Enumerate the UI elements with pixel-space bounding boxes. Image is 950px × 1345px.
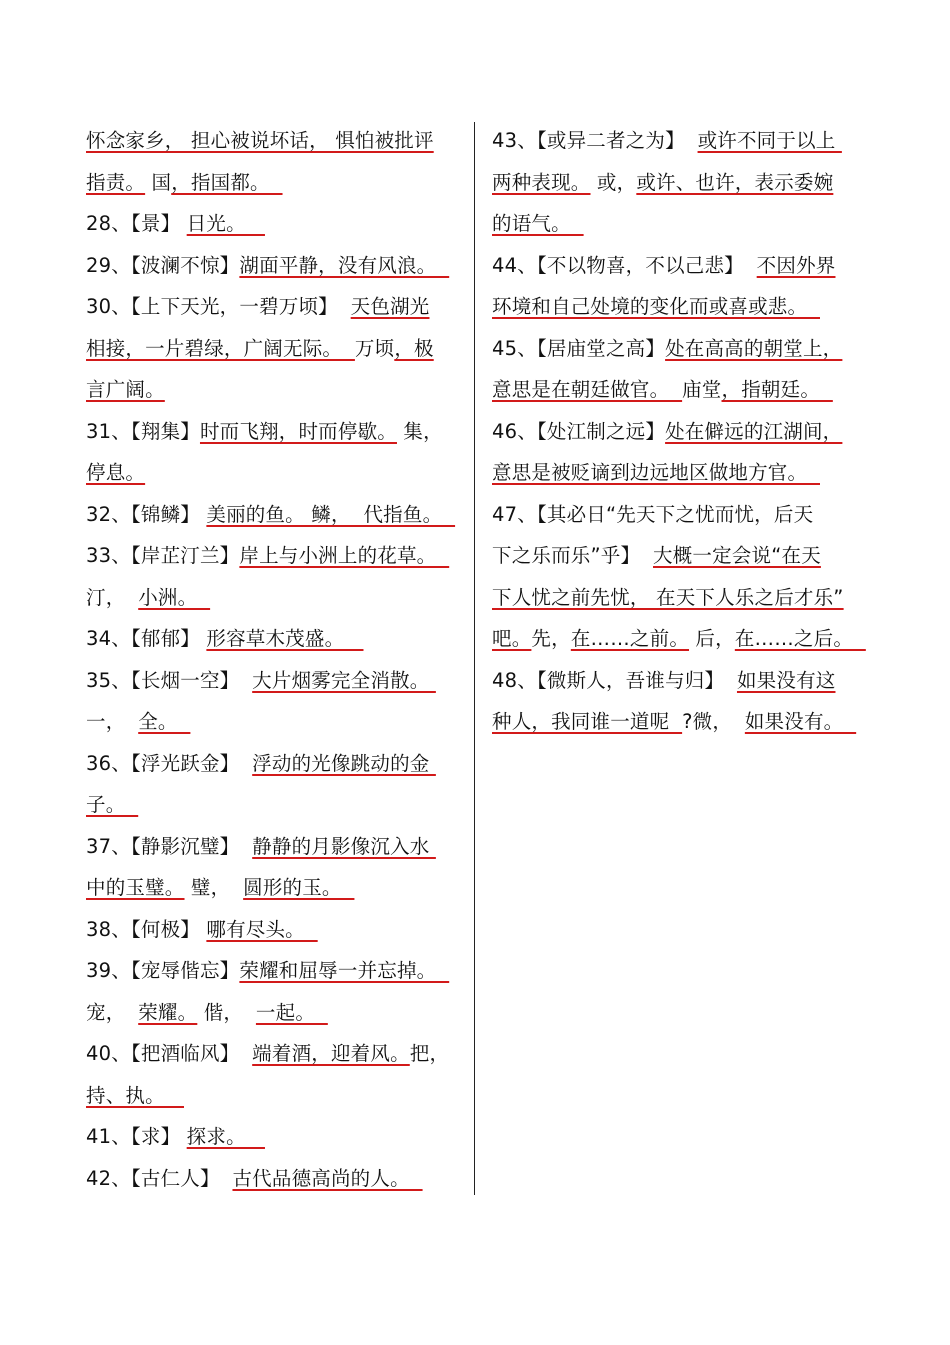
right-column — [492, 120, 872, 743]
text-line — [492, 286, 872, 328]
plain-text: 44、【不以物喜，不以己悲】 — [492, 253, 757, 277]
text-line — [86, 660, 460, 702]
underlined-text: 或许不同于以上 — [697, 129, 842, 152]
text-line — [492, 328, 872, 370]
text-line — [86, 867, 460, 909]
underlined-text: 持、执。 — [86, 1083, 184, 1107]
underlined-text: 湖面平静，没有风浪。 — [239, 253, 450, 277]
text-line — [492, 245, 872, 287]
text-line — [492, 411, 872, 453]
underlined-text: 在……之前。 — [570, 627, 690, 650]
plain-text: 28、【景】 — [86, 212, 187, 235]
plain-text: 先， — [531, 627, 571, 650]
plain-text: 38、【何极】 — [86, 917, 207, 941]
plain-text: 41、【求】 — [86, 1125, 187, 1148]
plain-text: 47、【其必日“先天下之忧而忧，后天 — [492, 502, 814, 526]
plain-text: 把， — [409, 1042, 450, 1065]
text-line — [492, 203, 872, 245]
plain-text: 璧， — [184, 876, 244, 899]
underlined-text: 中的玉璧。 — [86, 876, 185, 899]
underlined-text: 形容草木茂盛。 — [206, 627, 364, 650]
underlined-text: 时而飞翔，时而停歇。 — [199, 419, 397, 443]
underlined-text: ，指朝廷。 — [721, 378, 833, 401]
underlined-text: 处在僻远的江湖间， — [665, 419, 843, 443]
text-line — [492, 701, 872, 743]
text-line — [86, 1116, 460, 1158]
underlined-text: 环境和自己处境的变化而或喜或悲。 — [492, 295, 820, 318]
underlined-text: 日光。 — [186, 212, 265, 235]
text-line — [492, 494, 872, 536]
plain-text: 29、【波澜不惊】 — [86, 253, 240, 277]
text-line — [86, 784, 460, 826]
text-line — [86, 411, 460, 453]
text-line — [86, 1075, 460, 1117]
text-line — [86, 701, 460, 743]
underlined-text: 言广阔。 — [86, 378, 165, 401]
underlined-text: 停息。 — [86, 461, 146, 484]
underlined-text: 不因外界 — [756, 253, 836, 277]
text-line — [86, 245, 460, 287]
plain-text: 万顷 — [354, 336, 395, 360]
plain-text: 下之乐而乐”乎】 — [492, 544, 653, 567]
plain-text: 39、【宠辱偕忘】 — [86, 959, 240, 982]
underlined-text: ，指国都。 — [171, 170, 283, 194]
text-line — [86, 950, 460, 992]
plain-text: 后， — [689, 627, 735, 650]
text-line — [86, 1033, 460, 1075]
text-line — [492, 162, 872, 204]
text-line — [492, 577, 872, 619]
underlined-text: 探求。 — [186, 1125, 265, 1148]
underlined-text: 大片烟雾完全消散。 — [252, 668, 436, 692]
underlined-text: 两种表现。 — [492, 170, 591, 194]
underlined-text: 在……之后。 — [734, 627, 866, 650]
plain-text: 一， — [86, 710, 139, 733]
underlined-text: 如果没有这 — [736, 668, 836, 692]
text-line — [86, 162, 460, 204]
plain-text: 32、【锦鳞】 — [86, 502, 207, 526]
underlined-text: 小洲。 — [138, 585, 211, 609]
underlined-text: 圆形的玉。 — [243, 876, 355, 899]
underlined-text: 相接，一片碧绿，广阔无际。 — [86, 336, 355, 360]
underlined-text: 美丽的鱼。 鳞， 代指鱼。 — [206, 502, 456, 526]
text-line — [492, 660, 872, 702]
plain-text: 31、【翔集】 — [86, 419, 200, 443]
plain-text: 37、【静影沉璧】 — [86, 834, 253, 858]
underlined-text: 怀念家乡， 担心被说坏话， 惧怕被批评 — [86, 129, 434, 152]
underlined-text: 如果没有。 — [744, 710, 857, 733]
underlined-text: 静静的月影像沉入水 — [252, 834, 436, 858]
underlined-text: 一起。 — [255, 1000, 328, 1024]
text-line — [86, 203, 460, 245]
plain-text: ?微， — [682, 710, 745, 733]
underlined-text: 下人忧之前先忧， 在天下人乐之后才乐” — [492, 585, 844, 609]
underlined-text: 处在高高的朝堂上， — [665, 336, 843, 360]
underlined-text: 种人，我同谁一道呢 — [492, 710, 683, 733]
plain-text: 庙堂 — [682, 378, 722, 401]
text-line — [86, 328, 460, 370]
underlined-text: 浮动的光像跳动的金 — [252, 751, 436, 775]
underlined-text: 或许、也许，表示委婉 — [636, 170, 834, 194]
plain-text: 国 — [145, 170, 172, 194]
underlined-text: 古代品德高尚的人。 — [232, 1166, 423, 1190]
text-line — [86, 452, 460, 494]
text-line — [86, 1158, 460, 1200]
plain-text: 汀， — [86, 585, 139, 609]
plain-text: 33、【岸芷汀兰】 — [86, 544, 240, 567]
plain-text: 43、【或异二者之为】 — [492, 129, 698, 152]
text-line — [86, 535, 460, 577]
plain-text: 35、【长烟一空】 — [86, 668, 253, 692]
text-line — [86, 120, 460, 162]
plain-text: 45、【居庙堂之高】 — [492, 336, 666, 360]
underlined-text: 子。 — [86, 793, 139, 816]
text-line — [492, 452, 872, 494]
plain-text: 集， — [396, 419, 443, 443]
plain-text: 36、【浮光跃金】 — [86, 751, 253, 775]
plain-text: 34、【郁郁】 — [86, 627, 207, 650]
underlined-text: 哪有尽头。 — [206, 917, 318, 941]
text-line — [492, 535, 872, 577]
plain-text: 42、【古仁人】 — [86, 1166, 233, 1190]
text-line — [86, 494, 460, 536]
underlined-text: ，极 — [394, 336, 434, 360]
text-line — [492, 369, 872, 411]
text-line — [86, 369, 460, 411]
underlined-text: 的语气。 — [492, 212, 584, 235]
text-line — [86, 286, 460, 328]
underlined-text: 大概一定会说“在天 — [653, 544, 821, 567]
underlined-text: 指责。 — [86, 170, 146, 194]
left-column — [86, 120, 460, 1199]
plain-text: 宠， — [86, 1000, 139, 1024]
plain-text: 或， — [590, 170, 637, 194]
plain-text: 40、【把酒临风】 — [86, 1042, 253, 1065]
underlined-text: 荣耀。 — [138, 1000, 198, 1024]
text-line — [86, 826, 460, 868]
underlined-text: 岸上与小洲上的花草。 — [239, 544, 450, 567]
underlined-text: 端着酒，迎着风。 — [252, 1042, 410, 1065]
underlined-text: 全。 — [138, 710, 191, 733]
text-line — [492, 618, 872, 660]
underlined-text: 意思是被贬谪到边远地区做地方官。 — [492, 461, 820, 484]
text-line — [86, 743, 460, 785]
underlined-text: 天色湖光 — [350, 295, 430, 318]
underlined-text: 荣耀和屈辱一并忘掉。 — [239, 959, 450, 982]
underlined-text: 吧。 — [492, 627, 532, 650]
text-line — [86, 992, 460, 1034]
underlined-text: 意思是在朝廷做官。 — [492, 378, 683, 401]
plain-text: 48、【微斯人，吾谁与归】 — [492, 668, 737, 692]
plain-text: 46、【处江制之远】 — [492, 419, 666, 443]
text-line — [492, 120, 872, 162]
plain-text: 偕， — [197, 1000, 256, 1024]
plain-text: 30、【上下天光，一碧万顷】 — [86, 295, 351, 318]
column-divider — [474, 122, 475, 1195]
text-line — [86, 577, 460, 619]
text-line — [86, 618, 460, 660]
text-line — [86, 909, 460, 951]
